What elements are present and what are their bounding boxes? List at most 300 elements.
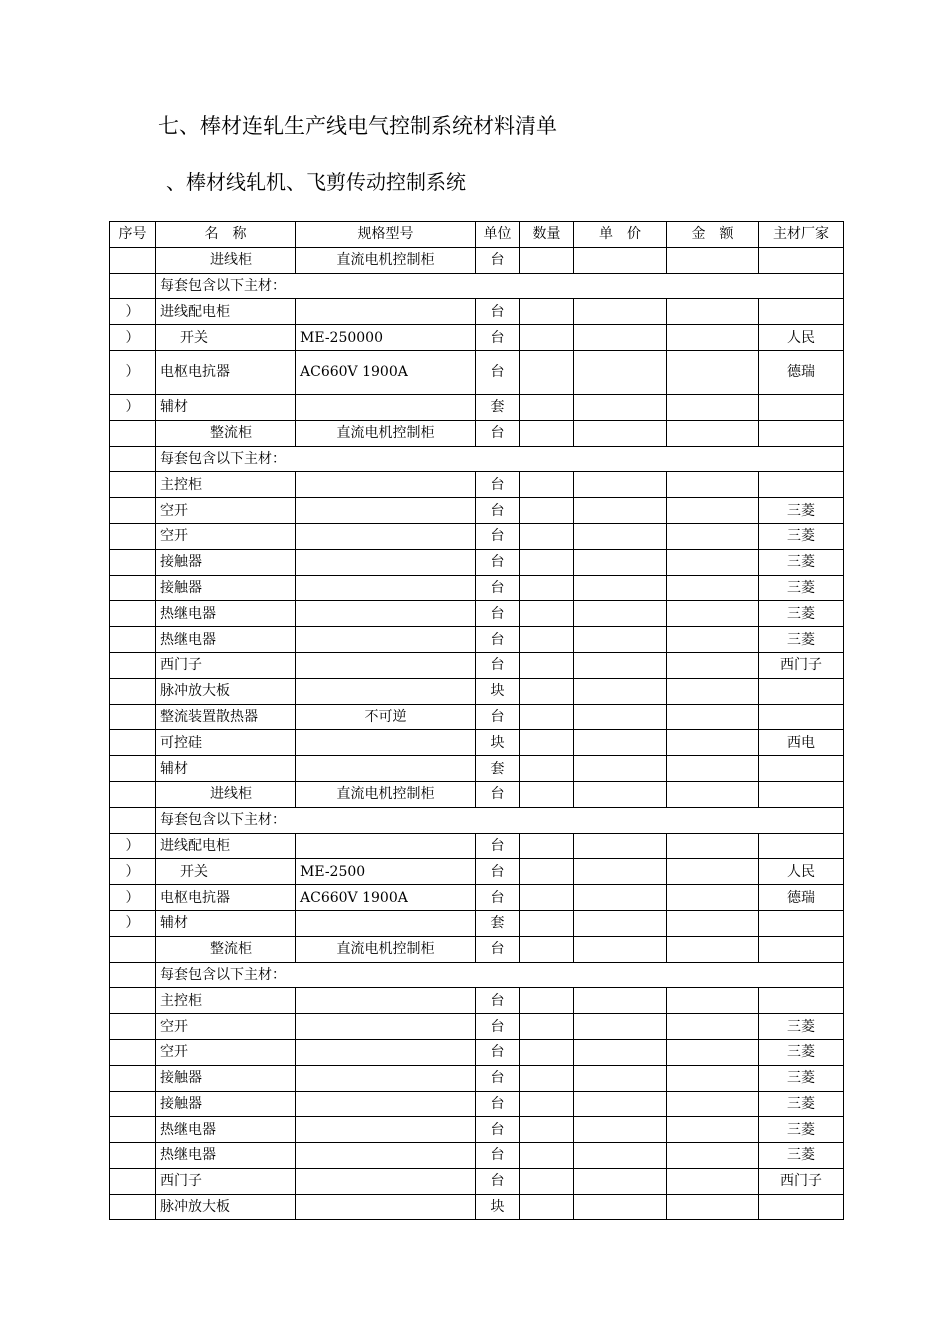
table-row: [110, 627, 844, 653]
item-name: 电枢电抗器: [156, 350, 296, 394]
table-row: [110, 885, 844, 911]
column-header: 数量: [520, 222, 574, 248]
item-unit: 台: [476, 549, 520, 575]
item-unit: 套: [476, 394, 520, 420]
item-name: 空开: [156, 498, 296, 524]
item-unit-price: [574, 420, 667, 446]
item-quantity: [520, 859, 574, 885]
item-unit-price: [574, 1039, 667, 1065]
materials-table: [109, 221, 844, 1220]
item-name: 进线配电柜: [156, 833, 296, 859]
item-spec: [296, 1143, 476, 1169]
item-quantity: [520, 781, 574, 807]
item-amount: [667, 885, 759, 911]
item-spec: [296, 756, 476, 782]
item-maker: [759, 678, 844, 704]
row-number: [110, 988, 156, 1014]
item-amount: [667, 910, 759, 936]
item-unit: 台: [476, 420, 520, 446]
table-row: [110, 1065, 844, 1091]
item-name: 接触器: [156, 575, 296, 601]
note-row: [110, 446, 844, 472]
item-name: 主控柜: [156, 988, 296, 1014]
item-amount: [667, 325, 759, 351]
item-unit: 块: [476, 730, 520, 756]
item-amount: [667, 859, 759, 885]
item-unit-price: [574, 325, 667, 351]
column-header: 名 称: [156, 222, 296, 248]
item-unit-price: [574, 498, 667, 524]
item-unit-price: [574, 1065, 667, 1091]
table-row: [110, 420, 844, 446]
row-number: ）: [110, 350, 156, 394]
item-unit-price: [574, 704, 667, 730]
item-unit-price: [574, 523, 667, 549]
row-number: [110, 498, 156, 524]
item-spec: AC660V 1900A: [296, 350, 476, 394]
note-text: 每套包含以下主材：: [156, 807, 844, 833]
item-quantity: [520, 936, 574, 962]
item-name: 整流装置散热器: [156, 704, 296, 730]
row-number: [110, 962, 156, 988]
row-number: ）: [110, 299, 156, 325]
item-quantity: [520, 1065, 574, 1091]
item-maker: 人民: [759, 859, 844, 885]
item-name: 整流柜: [156, 936, 296, 962]
row-number: [110, 601, 156, 627]
item-spec: [296, 730, 476, 756]
row-number: [110, 575, 156, 601]
item-unit-price: [574, 247, 667, 273]
item-quantity: [520, 420, 574, 446]
item-unit: 台: [476, 833, 520, 859]
item-amount: [667, 420, 759, 446]
item-quantity: [520, 704, 574, 730]
item-maker: 西门子: [759, 652, 844, 678]
item-spec: 直流电机控制柜: [296, 936, 476, 962]
item-unit-price: [574, 1194, 667, 1220]
item-maker: 三菱: [759, 601, 844, 627]
item-unit-price: [574, 394, 667, 420]
item-amount: [667, 1065, 759, 1091]
table-row: [110, 394, 844, 420]
item-unit: 套: [476, 756, 520, 782]
item-maker: [759, 704, 844, 730]
item-amount: [667, 1143, 759, 1169]
item-amount: [667, 833, 759, 859]
item-name: 开关: [156, 325, 296, 351]
item-unit: 套: [476, 910, 520, 936]
table-row: [110, 247, 844, 273]
table-row: [110, 652, 844, 678]
item-spec: [296, 1039, 476, 1065]
item-maker: 三菱: [759, 1143, 844, 1169]
row-number: [110, 1143, 156, 1169]
item-spec: [296, 627, 476, 653]
item-spec: [296, 549, 476, 575]
item-maker: [759, 756, 844, 782]
item-spec: [296, 1168, 476, 1194]
row-number: [110, 247, 156, 273]
table-row: [110, 704, 844, 730]
item-quantity: [520, 601, 574, 627]
item-unit: 块: [476, 678, 520, 704]
table-row: [110, 350, 844, 394]
item-quantity: [520, 498, 574, 524]
item-quantity: [520, 299, 574, 325]
item-maker: 三菱: [759, 1039, 844, 1065]
item-unit: 台: [476, 1039, 520, 1065]
item-spec: [296, 299, 476, 325]
item-maker: [759, 781, 844, 807]
item-unit-price: [574, 601, 667, 627]
table-row: [110, 988, 844, 1014]
table-row: [110, 498, 844, 524]
item-spec: [296, 833, 476, 859]
item-unit-price: [574, 910, 667, 936]
item-amount: [667, 756, 759, 782]
item-amount: [667, 523, 759, 549]
item-unit: 台: [476, 523, 520, 549]
item-quantity: [520, 1194, 574, 1220]
table-row: [110, 1091, 844, 1117]
table-row: [110, 472, 844, 498]
item-amount: [667, 730, 759, 756]
item-name: 热继电器: [156, 601, 296, 627]
item-unit: 台: [476, 988, 520, 1014]
item-maker: 德瑞: [759, 350, 844, 394]
item-name: 接触器: [156, 1091, 296, 1117]
item-unit-price: [574, 781, 667, 807]
item-spec: [296, 1014, 476, 1040]
table-row: [110, 910, 844, 936]
column-header: 金 额: [667, 222, 759, 248]
item-unit-price: [574, 859, 667, 885]
table-row: [110, 325, 844, 351]
item-maker: 三菱: [759, 549, 844, 575]
item-maker: [759, 420, 844, 446]
table-row: [110, 756, 844, 782]
item-spec: [296, 1065, 476, 1091]
item-unit: 台: [476, 936, 520, 962]
item-name: 进线柜: [156, 247, 296, 273]
item-amount: [667, 1194, 759, 1220]
item-amount: [667, 350, 759, 394]
table-row: [110, 523, 844, 549]
item-amount: [667, 299, 759, 325]
item-spec: 直流电机控制柜: [296, 781, 476, 807]
table-row: [110, 1117, 844, 1143]
item-quantity: [520, 325, 574, 351]
item-spec: [296, 575, 476, 601]
row-number: ）: [110, 859, 156, 885]
item-spec: [296, 1091, 476, 1117]
item-maker: 三菱: [759, 1117, 844, 1143]
note-row: [110, 962, 844, 988]
table-row: [110, 1194, 844, 1220]
row-number: [110, 627, 156, 653]
table-row: [110, 601, 844, 627]
item-name: 西门子: [156, 652, 296, 678]
item-maker: [759, 472, 844, 498]
item-spec: [296, 394, 476, 420]
section-title: 七、棒材连轧生产线电气控制系统材料清单: [158, 114, 557, 138]
item-spec: [296, 988, 476, 1014]
item-maker: [759, 299, 844, 325]
item-quantity: [520, 627, 574, 653]
table-row: [110, 1039, 844, 1065]
item-name: 开关: [156, 859, 296, 885]
item-amount: [667, 1117, 759, 1143]
item-maker: 三菱: [759, 627, 844, 653]
item-quantity: [520, 1117, 574, 1143]
table-row: [110, 1014, 844, 1040]
item-quantity: [520, 472, 574, 498]
row-number: [110, 1117, 156, 1143]
item-amount: [667, 1014, 759, 1040]
item-maker: 三菱: [759, 523, 844, 549]
table-row: [110, 549, 844, 575]
item-unit-price: [574, 988, 667, 1014]
item-amount: [667, 936, 759, 962]
row-number: [110, 1065, 156, 1091]
item-spec: [296, 523, 476, 549]
row-number: [110, 704, 156, 730]
item-amount: [667, 472, 759, 498]
table-row: [110, 575, 844, 601]
item-unit-price: [574, 350, 667, 394]
table-row: [110, 936, 844, 962]
item-maker: 三菱: [759, 1065, 844, 1091]
item-name: 辅材: [156, 756, 296, 782]
item-unit-price: [574, 1168, 667, 1194]
note-text: 每套包含以下主材：: [156, 273, 844, 299]
item-name: 进线配电柜: [156, 299, 296, 325]
row-number: [110, 523, 156, 549]
row-number: ）: [110, 833, 156, 859]
item-unit-price: [574, 885, 667, 911]
item-unit-price: [574, 833, 667, 859]
item-name: 接触器: [156, 549, 296, 575]
row-number: [110, 807, 156, 833]
item-spec: [296, 472, 476, 498]
item-unit-price: [574, 472, 667, 498]
row-number: [110, 936, 156, 962]
item-quantity: [520, 988, 574, 1014]
item-unit-price: [574, 1117, 667, 1143]
item-name: 热继电器: [156, 1117, 296, 1143]
item-name: 空开: [156, 1014, 296, 1040]
note-text: 每套包含以下主材：: [156, 446, 844, 472]
item-quantity: [520, 394, 574, 420]
item-amount: [667, 678, 759, 704]
row-number: [110, 1014, 156, 1040]
item-unit-price: [574, 756, 667, 782]
item-amount: [667, 394, 759, 420]
item-name: 西门子: [156, 1168, 296, 1194]
table-body: [110, 247, 844, 1220]
note-text: 每套包含以下主材：: [156, 962, 844, 988]
item-unit: 台: [476, 1143, 520, 1169]
column-header: 单 价: [574, 222, 667, 248]
item-unit: 台: [476, 1065, 520, 1091]
item-spec: [296, 652, 476, 678]
item-unit: 台: [476, 325, 520, 351]
item-unit: 台: [476, 299, 520, 325]
item-amount: [667, 549, 759, 575]
row-number: ）: [110, 325, 156, 351]
item-spec: 直流电机控制柜: [296, 247, 476, 273]
item-spec: [296, 678, 476, 704]
item-unit: 台: [476, 1014, 520, 1040]
item-amount: [667, 498, 759, 524]
item-quantity: [520, 575, 574, 601]
item-amount: [667, 1091, 759, 1117]
item-quantity: [520, 1039, 574, 1065]
item-name: 进线柜: [156, 781, 296, 807]
item-maker: 西电: [759, 730, 844, 756]
item-unit: 台: [476, 1091, 520, 1117]
item-spec: 直流电机控制柜: [296, 420, 476, 446]
item-maker: 人民: [759, 325, 844, 351]
item-name: 空开: [156, 523, 296, 549]
item-unit: 台: [476, 350, 520, 394]
item-spec: [296, 1194, 476, 1220]
item-spec: ME-2500: [296, 859, 476, 885]
item-unit-price: [574, 1014, 667, 1040]
note-row: [110, 807, 844, 833]
item-unit: 台: [476, 627, 520, 653]
item-name: 热继电器: [156, 1143, 296, 1169]
row-number: [110, 1091, 156, 1117]
row-number: [110, 756, 156, 782]
item-amount: [667, 1039, 759, 1065]
item-unit: 台: [476, 652, 520, 678]
item-unit: 台: [476, 1117, 520, 1143]
table-row: [110, 1143, 844, 1169]
row-number: ）: [110, 394, 156, 420]
item-unit: 台: [476, 859, 520, 885]
item-quantity: [520, 652, 574, 678]
item-quantity: [520, 350, 574, 394]
row-number: [110, 1168, 156, 1194]
table-row: [110, 1168, 844, 1194]
item-spec: [296, 601, 476, 627]
item-maker: [759, 247, 844, 273]
table-row: [110, 299, 844, 325]
item-name: 整流柜: [156, 420, 296, 446]
item-quantity: [520, 910, 574, 936]
row-number: [110, 446, 156, 472]
item-name: 辅材: [156, 910, 296, 936]
item-maker: 三菱: [759, 575, 844, 601]
item-maker: [759, 1194, 844, 1220]
row-number: [110, 549, 156, 575]
item-quantity: [520, 549, 574, 575]
table-row: [110, 730, 844, 756]
item-unit: 台: [476, 247, 520, 273]
table-row: [110, 833, 844, 859]
item-maker: [759, 936, 844, 962]
column-header: 序号: [110, 222, 156, 248]
subsection-title: 、棒材线轧机、飞剪传动控制系统: [166, 170, 466, 194]
item-unit-price: [574, 936, 667, 962]
item-quantity: [520, 1168, 574, 1194]
item-unit: 台: [476, 575, 520, 601]
item-amount: [667, 704, 759, 730]
row-number: [110, 730, 156, 756]
item-spec: AC660V 1900A: [296, 885, 476, 911]
item-amount: [667, 988, 759, 1014]
item-quantity: [520, 523, 574, 549]
row-number: [110, 273, 156, 299]
item-quantity: [520, 1014, 574, 1040]
item-quantity: [520, 730, 574, 756]
item-name: 脉冲放大板: [156, 1194, 296, 1220]
item-unit-price: [574, 299, 667, 325]
item-maker: [759, 988, 844, 1014]
item-maker: 三菱: [759, 498, 844, 524]
row-number: [110, 781, 156, 807]
table-row: [110, 678, 844, 704]
item-amount: [667, 1168, 759, 1194]
row-number: [110, 1039, 156, 1065]
item-unit-price: [574, 678, 667, 704]
row-number: [110, 472, 156, 498]
item-unit-price: [574, 575, 667, 601]
item-amount: [667, 627, 759, 653]
column-header: 规格型号: [296, 222, 476, 248]
table-row: [110, 781, 844, 807]
item-amount: [667, 601, 759, 627]
item-name: 热继电器: [156, 627, 296, 653]
item-unit-price: [574, 1091, 667, 1117]
item-amount: [667, 575, 759, 601]
row-number: [110, 420, 156, 446]
item-amount: [667, 247, 759, 273]
item-unit: 台: [476, 885, 520, 911]
item-unit: 台: [476, 704, 520, 730]
item-name: 辅材: [156, 394, 296, 420]
row-number: [110, 678, 156, 704]
item-unit: 块: [476, 1194, 520, 1220]
item-quantity: [520, 678, 574, 704]
item-quantity: [520, 1091, 574, 1117]
item-maker: [759, 833, 844, 859]
header-row: [110, 222, 844, 248]
item-unit-price: [574, 1143, 667, 1169]
row-number: [110, 652, 156, 678]
item-name: 空开: [156, 1039, 296, 1065]
row-number: [110, 1194, 156, 1220]
column-header: 单位: [476, 222, 520, 248]
item-maker: 三菱: [759, 1091, 844, 1117]
item-maker: 西门子: [759, 1168, 844, 1194]
table-row: [110, 859, 844, 885]
item-spec: [296, 1117, 476, 1143]
item-unit-price: [574, 549, 667, 575]
item-unit-price: [574, 652, 667, 678]
item-spec: [296, 498, 476, 524]
item-unit: 台: [476, 1168, 520, 1194]
item-name: 可控硅: [156, 730, 296, 756]
item-name: 主控柜: [156, 472, 296, 498]
item-spec: ME-250000: [296, 325, 476, 351]
item-maker: 三菱: [759, 1014, 844, 1040]
item-quantity: [520, 247, 574, 273]
item-amount: [667, 781, 759, 807]
item-maker: [759, 910, 844, 936]
